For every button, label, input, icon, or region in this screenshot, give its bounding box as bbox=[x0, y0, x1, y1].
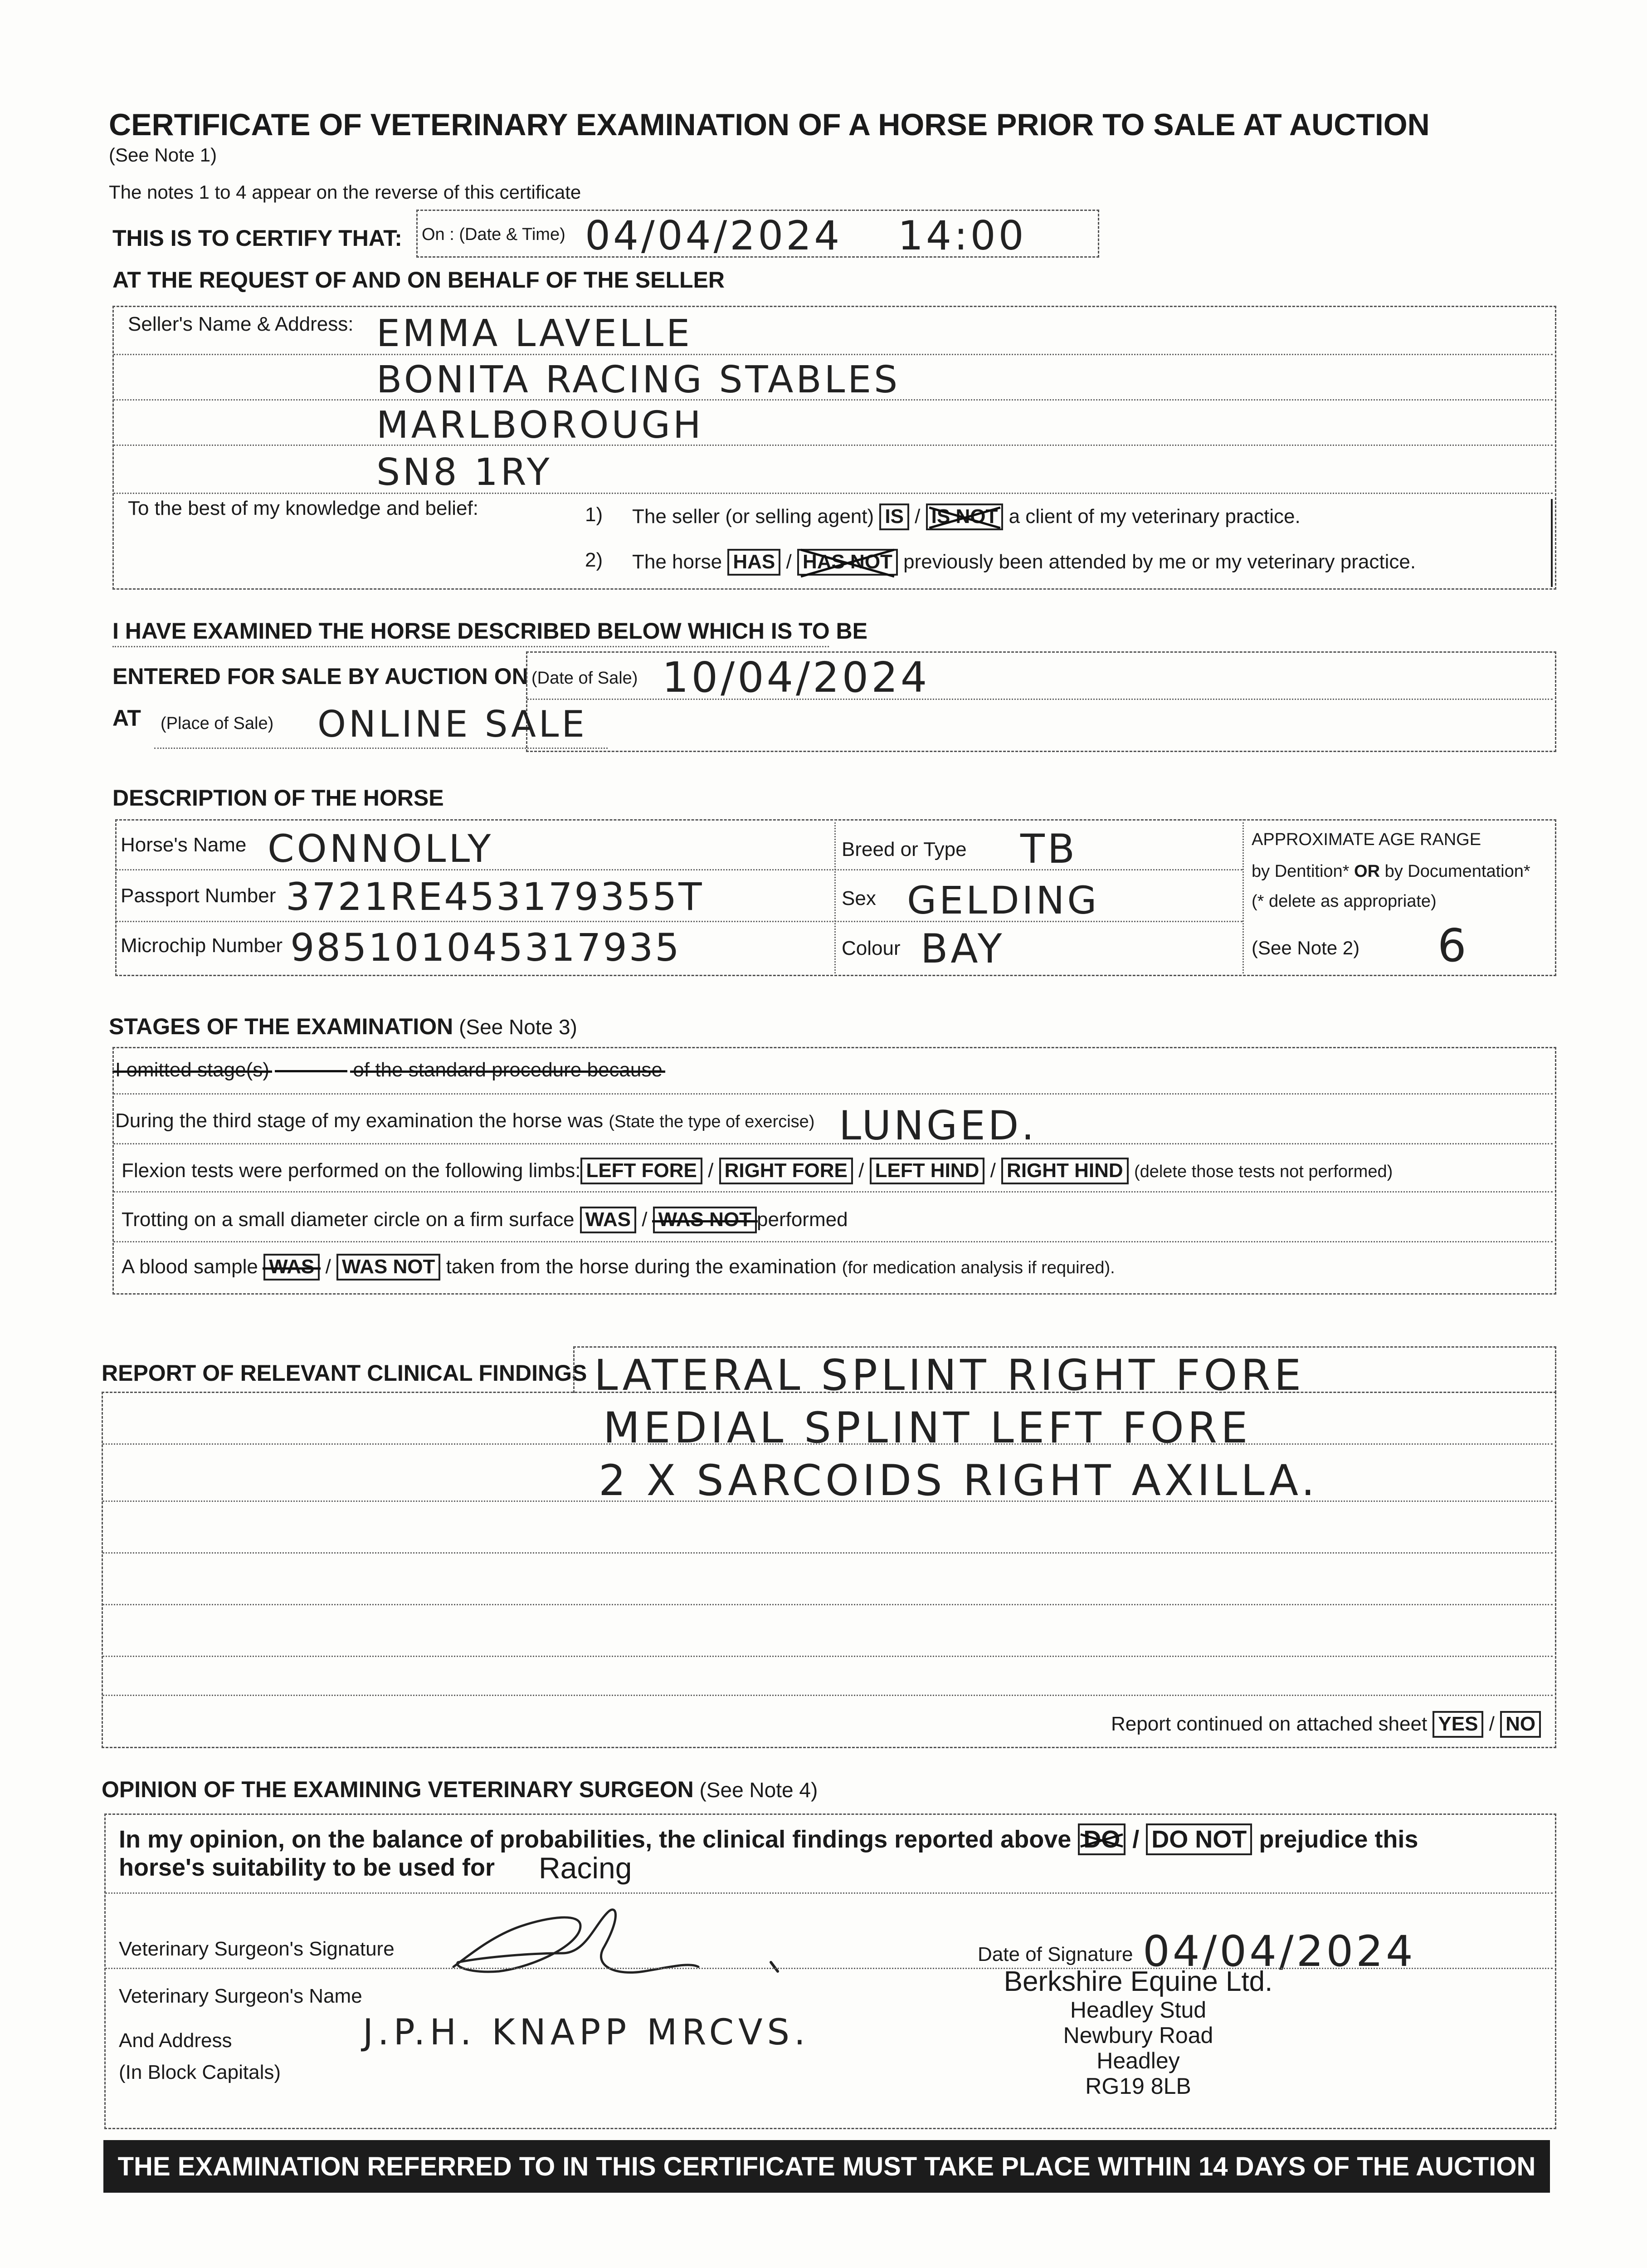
item-2-number: 2) bbox=[585, 549, 603, 571]
address-label: And Address bbox=[119, 2029, 232, 2052]
findings-rule-6 bbox=[102, 1695, 1553, 1696]
omitted-stage-dash bbox=[275, 1070, 347, 1072]
third-stage-row bbox=[115, 1110, 814, 1132]
certify-label: THIS IS TO CERTIFY THAT: bbox=[112, 225, 402, 251]
item-2-post: previously been attended by me or my veterinary practice. bbox=[903, 551, 1416, 573]
omitted-stage-b: of the standard procedure because bbox=[353, 1059, 663, 1081]
sale-place[interactable]: ONLINE SALE bbox=[317, 703, 587, 745]
block-capitals-label: (In Block Capitals) bbox=[119, 2061, 281, 2083]
stages-rule-1 bbox=[113, 1093, 1553, 1095]
third-stage-note: (State the type of exercise) bbox=[609, 1112, 815, 1131]
has-option[interactable]: HAS bbox=[727, 549, 780, 576]
knowledge-label: To the best of my knowledge and belief: bbox=[128, 497, 478, 519]
footer-banner bbox=[103, 2140, 1550, 2193]
age-or: OR bbox=[1354, 862, 1380, 881]
findings-rule-1 bbox=[102, 1443, 1553, 1445]
item-1-pre: The seller (or selling agent) bbox=[632, 505, 874, 528]
has-not-option[interactable]: HAS NOT bbox=[797, 549, 898, 576]
opinion-note: (See Note 4) bbox=[699, 1778, 818, 1802]
third-stage-label: During the third stage of my examination the horse was bbox=[115, 1110, 604, 1132]
opinion-heading-row bbox=[102, 1776, 818, 1803]
sex-value[interactable]: GELDING bbox=[907, 878, 1100, 923]
age-see-note: (See Note 2) bbox=[1252, 937, 1360, 958]
opinion-heading: OPINION OF THE EXAMINING VETERINARY SURGEON bbox=[102, 1777, 694, 1802]
item-1-post: a client of my veterinary practice. bbox=[1009, 505, 1301, 528]
seller-box bbox=[112, 306, 1556, 590]
signature-date-label: Date of Signature bbox=[978, 1943, 1133, 1965]
stages-rule-3 bbox=[113, 1191, 1553, 1193]
signature-date[interactable]: 04/04/2024 bbox=[1143, 1927, 1416, 1976]
seller-line-1[interactable]: EMMA LAVELLE bbox=[376, 312, 692, 355]
vet-name-label: Veterinary Surgeon's Name bbox=[119, 1985, 362, 2007]
exam-date[interactable]: 04/04/2024 bbox=[585, 212, 843, 259]
seller-name-label: Seller's Name & Address: bbox=[128, 313, 354, 335]
examined-heading: I HAVE EXAMINED THE HORSE DESCRIBED BELOW WHICH IS TO BE bbox=[112, 618, 867, 644]
flexion-label: Flexion tests were performed on the following limbs: bbox=[122, 1159, 581, 1182]
blood-post: taken from the horse during the examination bbox=[446, 1256, 837, 1278]
entered-label: ENTERED FOR SALE BY AUCTION ON bbox=[112, 664, 528, 689]
stages-rule-4 bbox=[113, 1241, 1553, 1242]
continued-row: Report continued on attached sheet YES / NO bbox=[1111, 1711, 1541, 1738]
continued-no[interactable]: NO bbox=[1500, 1711, 1541, 1738]
seller-rule-3 bbox=[113, 445, 1553, 446]
findings-heading: REPORT OF RELEVANT CLINICAL FINDINGS bbox=[102, 1360, 587, 1386]
request-heading: AT THE REQUEST OF AND ON BEHALF OF THE SELLER bbox=[112, 267, 725, 293]
blood-was-option[interactable]: WAS bbox=[263, 1254, 320, 1281]
stages-heading: STAGES OF THE EXAMINATION bbox=[109, 1014, 453, 1039]
microchip-label: Microchip Number bbox=[121, 934, 283, 957]
seller-rule-2 bbox=[113, 399, 1553, 401]
continued-yes[interactable]: YES bbox=[1433, 1711, 1483, 1738]
stages-note: (See Note 3) bbox=[459, 1015, 577, 1039]
limb-left-fore[interactable]: LEFT FORE bbox=[580, 1158, 702, 1184]
signature-label: Veterinary Surgeon's Signature bbox=[119, 1938, 395, 1960]
microchip-number[interactable]: 985101045317935 bbox=[290, 925, 681, 970]
horse-col-divider-1 bbox=[834, 819, 836, 973]
seller-rule-1 bbox=[113, 354, 1553, 355]
finding-line-2[interactable]: MEDIAL SPLINT LEFT FORE bbox=[603, 1403, 1252, 1453]
vet-name[interactable]: J.P.H. KNAPP MRCVS. bbox=[363, 2012, 810, 2053]
on-date-time-label: On : (Date & Time) bbox=[422, 225, 565, 244]
opinion-do-not-option[interactable]: DO NOT bbox=[1146, 1823, 1252, 1855]
practice-stamp bbox=[975, 1966, 1301, 2099]
sale-date-rule bbox=[527, 699, 1553, 700]
seller-box-edge bbox=[1551, 499, 1553, 587]
is-not-option[interactable]: IS NOT bbox=[926, 503, 1004, 530]
breed-label: Breed or Type bbox=[842, 838, 967, 860]
opinion-use[interactable]: Racing bbox=[539, 1851, 632, 1885]
place-rule bbox=[154, 748, 608, 749]
horse-name-label: Horse's Name bbox=[121, 834, 247, 856]
blood-label: A blood sample bbox=[122, 1256, 258, 1278]
omitted-stage-row bbox=[115, 1059, 663, 1081]
examined-rule bbox=[112, 646, 829, 647]
continued-label: Report continued on attached sheet bbox=[1111, 1713, 1428, 1735]
age-value[interactable]: 6 bbox=[1437, 919, 1469, 972]
findings-rule-2 bbox=[102, 1501, 1553, 1502]
item-1-row: The seller (or selling agent) IS / IS NOT a client of my veterinary practice. bbox=[632, 503, 1301, 530]
seller-rule-4 bbox=[113, 493, 1553, 494]
trot-was-option[interactable]: WAS bbox=[580, 1207, 636, 1233]
findings-rule-5 bbox=[102, 1656, 1553, 1657]
age-by-dentition[interactable]: by Dentition* bbox=[1252, 862, 1350, 881]
findings-rule-3 bbox=[102, 1552, 1553, 1554]
notes-line: The notes 1 to 4 appear on the reverse of this certificate bbox=[109, 181, 581, 203]
omitted-stage-a: I omitted stage(s) bbox=[115, 1059, 269, 1081]
seller-line-3[interactable]: MARLBOROUGH bbox=[376, 404, 704, 447]
opinion-text-3: horse's suitability to be used for bbox=[119, 1854, 495, 1881]
certificate-title: CERTIFICATE OF VETERINARY EXAMINATION OF A HORSE PRIOR TO SALE AT AUCTION bbox=[109, 108, 1430, 142]
item-2-pre: The horse bbox=[632, 551, 722, 573]
horse-name[interactable]: CONNOLLY bbox=[268, 826, 494, 871]
trot-was-not-option[interactable]: WAS NOT bbox=[653, 1207, 757, 1233]
seller-line-4[interactable]: SN8 1RY bbox=[376, 451, 552, 494]
item-1-number: 1) bbox=[585, 503, 603, 526]
age-heading: APPROXIMATE AGE RANGE bbox=[1252, 830, 1481, 849]
seller-line-2[interactable]: BONITA RACING STABLES bbox=[376, 358, 901, 401]
opinion-line-1: In my opinion, on the balance of probabilities, the clinical findings reported above DO / DO NOT prejudice this bbox=[119, 1823, 1418, 1855]
blood-was-not-option[interactable]: WAS NOT bbox=[336, 1254, 440, 1281]
stamp-line-3: Newbury Road bbox=[1063, 2023, 1213, 2048]
horse-heading: DESCRIPTION OF THE HORSE bbox=[112, 785, 444, 811]
stamp-line-1: Berkshire Equine Ltd. bbox=[1004, 1966, 1273, 1997]
findings-rule-4 bbox=[102, 1604, 1553, 1605]
limb-right-fore[interactable]: RIGHT FORE bbox=[719, 1158, 853, 1184]
stamp-line-4: Headley bbox=[1096, 2048, 1180, 2074]
stamp-line-5: RG19 8LB bbox=[1085, 2073, 1191, 2099]
sex-label: Sex bbox=[842, 887, 876, 909]
vet-signature[interactable] bbox=[444, 1899, 816, 1985]
opinion-do-option[interactable]: DO bbox=[1078, 1823, 1126, 1855]
opinion-rule-2 bbox=[105, 1968, 1553, 1969]
opinion-rule-1 bbox=[105, 1892, 1553, 1894]
limb-left-hind[interactable]: LEFT HIND bbox=[870, 1158, 985, 1184]
footer-banner-text: THE EXAMINATION REFERRED TO IN THIS CERTIFICATE MUST TAKE PLACE WITHIN 14 DAYS OF THE AUCTION bbox=[117, 2151, 1536, 2181]
trot-label: Trotting on a small diameter circle on a firm surface bbox=[122, 1208, 575, 1231]
exam-time[interactable]: 14:00 bbox=[898, 212, 1027, 259]
place-of-sale-label: (Place of Sale) bbox=[161, 714, 274, 733]
see-note-1: (See Note 1) bbox=[109, 144, 217, 166]
finding-line-3[interactable]: 2 X SARCOIDS RIGHT AXILLA. bbox=[599, 1456, 1319, 1505]
flexion-note: (delete those tests not performed) bbox=[1134, 1162, 1393, 1181]
trot-performed: performed bbox=[757, 1208, 848, 1231]
blood-note: (for medication analysis if required). bbox=[842, 1258, 1115, 1277]
opinion-text-2: prejudice this bbox=[1259, 1826, 1418, 1853]
age-method-row bbox=[1252, 862, 1530, 881]
breed-value[interactable]: TB bbox=[1020, 826, 1078, 872]
horse-col-divider-2 bbox=[1243, 819, 1244, 973]
passport-label: Passport Number bbox=[121, 885, 276, 907]
date-of-sale-label: (Date of Sale) bbox=[531, 669, 638, 688]
age-by-documentation[interactable]: by Documentation* bbox=[1384, 862, 1530, 881]
flexion-row: Flexion tests were performed on the following limbs: LEFT FORE / RIGHT FORE / LEFT HIND / RIGHT HIND (delete those tests not performed) bbox=[122, 1158, 1393, 1184]
passport-number[interactable]: 3721RE453179355T bbox=[286, 875, 704, 919]
colour-label: Colour bbox=[842, 937, 901, 959]
opinion-text-1: In my opinion, on the balance of probabilities, the clinical findings reported above bbox=[119, 1826, 1072, 1853]
trot-row: Trotting on a small diameter circle on a firm surface WAS / WAS NOT performed bbox=[122, 1207, 848, 1233]
at-label: AT bbox=[112, 705, 141, 731]
item-2-row: The horse HAS / HAS NOT previously been attended by me or my veterinary practice. bbox=[632, 549, 1416, 576]
sale-date[interactable]: 10/04/2024 bbox=[662, 653, 930, 702]
stages-heading-row bbox=[109, 1013, 577, 1040]
finding-line-1[interactable]: LATERAL SPLINT RIGHT FORE bbox=[594, 1351, 1305, 1400]
exercise-type[interactable]: LUNGED. bbox=[839, 1102, 1037, 1149]
blood-row: A blood sample WAS / WAS NOT taken from the horse during the examination (for medication analysis if required). bbox=[122, 1254, 1115, 1281]
limb-right-hind[interactable]: RIGHT HIND bbox=[1001, 1158, 1129, 1184]
opinion-line-2 bbox=[119, 1853, 495, 1882]
age-delete-note: (* delete as appropriate) bbox=[1252, 892, 1437, 911]
colour-value[interactable]: BAY bbox=[921, 925, 1005, 972]
stamp-line-2: Headley Stud bbox=[1070, 1997, 1207, 2023]
stages-rule-2 bbox=[113, 1143, 1553, 1144]
is-option[interactable]: IS bbox=[879, 503, 909, 530]
